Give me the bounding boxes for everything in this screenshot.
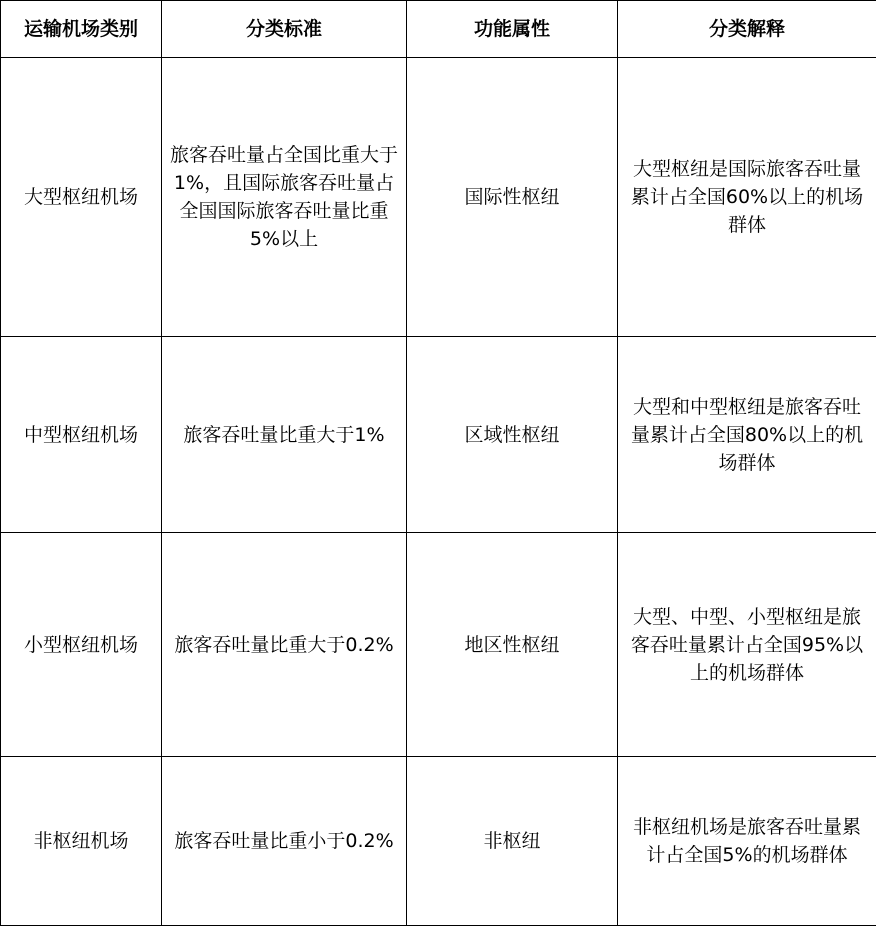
table-row bbox=[1, 58, 876, 337]
cell-function: 地区性枢纽 bbox=[407, 533, 618, 757]
table-row bbox=[1, 757, 876, 926]
cell-standard: 旅客吞吐量占全国比重大于1%，且国际旅客吞吐量占全国国际旅客吞吐量比重5%以上 bbox=[162, 58, 407, 337]
cell-standard: 旅客吞吐量比重大于0.2% bbox=[162, 533, 407, 757]
table-row bbox=[1, 337, 876, 533]
cell-function: 区域性枢纽 bbox=[407, 337, 618, 533]
cell-explanation: 大型、中型、小型枢纽是旅客吞吐量累计占全国95%以上的机场群体 bbox=[618, 533, 876, 757]
cell-category: 非枢纽机场 bbox=[1, 757, 162, 926]
table-row bbox=[1, 533, 876, 757]
header-airport-category: 运输机场类别 bbox=[1, 1, 162, 58]
cell-category: 大型枢纽机场 bbox=[1, 58, 162, 337]
cell-function: 非枢纽 bbox=[407, 757, 618, 926]
cell-explanation: 大型和中型枢纽是旅客吞吐量累计占全国80%以上的机场群体 bbox=[618, 337, 876, 533]
cell-standard: 旅客吞吐量比重小于0.2% bbox=[162, 757, 407, 926]
cell-category: 中型枢纽机场 bbox=[1, 337, 162, 533]
header-classification-explanation: 分类解释 bbox=[618, 1, 876, 58]
header-function-attribute: 功能属性 bbox=[407, 1, 618, 58]
cell-function: 国际性枢纽 bbox=[407, 58, 618, 337]
cell-standard: 旅客吞吐量比重大于1% bbox=[162, 337, 407, 533]
header-row bbox=[1, 1, 876, 58]
header-classification-standard: 分类标准 bbox=[162, 1, 407, 58]
cell-explanation: 非枢纽机场是旅客吞吐量累计占全国5%的机场群体 bbox=[618, 757, 876, 926]
cell-explanation: 大型枢纽是国际旅客吞吐量累计占全国60%以上的机场群体 bbox=[618, 58, 876, 337]
cell-category: 小型枢纽机场 bbox=[1, 533, 162, 757]
